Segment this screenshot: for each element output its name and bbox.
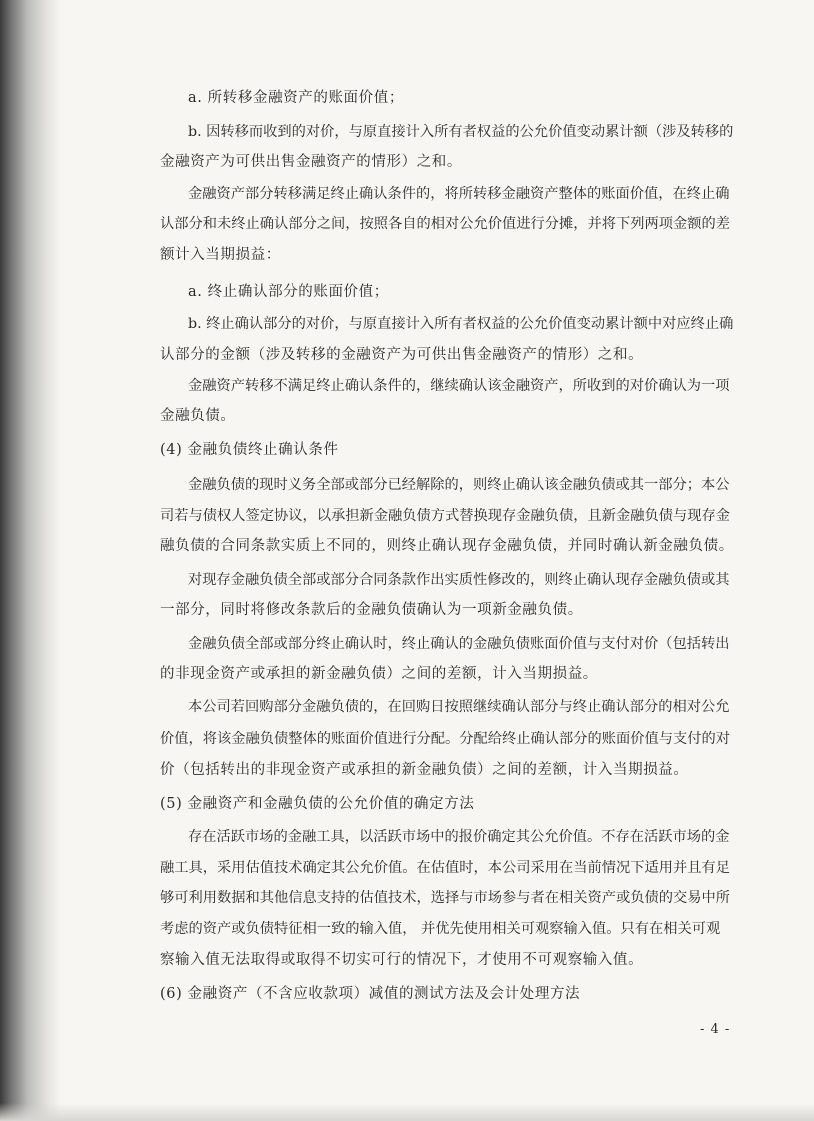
text-line: 金融资产部分转移满足终止确认条件的，将所转移金融资产整体的账面价值，在终止确 [188,186,730,202]
text-line: 够可利用数据和其他信息支持的估值技术，选择与市场参与者在相关资产或负债的交易中所 [160,890,731,906]
page-number: - 4 - [700,1022,731,1037]
text-line: 的非现金资产或承担的新金融负债）之间的差额，计入当期损益。 [160,666,598,682]
text-line: 额计入当期损益： [160,247,281,263]
text-line: 本公司若回购部分金融负债的，在回购日按照继续确认部分与终止确认部分的相对公允 [188,699,730,715]
text-line: 认部分的金额（涉及转移的金融资产为可供出售金融资产的情形）之和。 [160,347,644,363]
text-line: a. 所转移金融资产的账面价值； [188,90,404,106]
text-line: 金融负债的现时义务全部或部分已经解除的，则终止确认该金融负债或其一部分；本公 [188,477,730,493]
text-line: b. 因转移而收到的对价，与原直接计入所有者权益的公允价值变动累计额（涉及转移的 [188,124,734,140]
text-line: 融负债的合同条款实质上不同的，则终止确认现存金融负债，并同时确认新金融负债。 [160,538,734,554]
text-line: a. 终止确认部分的账面价值； [188,284,389,300]
text-line: 金融负债。 [160,408,236,424]
section-heading: (5) 金融资产和金融负债的公允价值的确定方法 [160,796,475,812]
text-line: 司若与债权人签定协议，以承担新金融负债方式替换现存金融负债，且新金融负债与现存金 [160,508,731,524]
text-line: 金融资产为可供出售金融资产的情形）之和。 [160,154,462,170]
text-line: 价（包括转出的非现金资产或承担的新金融负债）之间的差额，计入当期损益。 [160,762,689,778]
text-line: 认部分和未终止确认部分之间，按照各自的相对公允价值进行分摊，并将下列两项金额的差 [160,216,731,232]
text-line: 一部分，同时将修改条款后的金融负债确认为一项新金融负债。 [160,602,583,618]
text-line: 存在活跃市场的金融工具，以活跃市场中的报价确定其公允价值。不存在活跃市场的金 [188,829,730,845]
text-line: 金融负债全部或部分终止确认时，终止确认的金融负债账面价值与支付对价（包括转出 [188,636,730,652]
text-line: 融工具，采用估值技术确定其公允价值。在估值时，本公司采用在当前情况下适用并且有足 [160,860,731,876]
section-heading: (4) 金融负债终止确认条件 [160,442,339,458]
text-line: 金融资产转移不满足终止确认条件的，继续确认该金融资产，所收到的对价确认为一项 [188,378,730,394]
section-heading: (6) 金融资产（不含应收款项）减值的测试方法及会计处理方法 [160,986,581,1002]
text-line: 考虑的资产或负债特征相一致的输入值， 并优先使用相关可观察输入值。只有在相关可观 [160,921,721,937]
text-line: 察输入值无法取得或取得不切实可行的情况下，才使用不可观察输入值。 [160,952,644,968]
text-line: b. 终止确认部分的对价，与原直接计入所有者权益的公允价值变动累计额中对应终止确 [188,316,734,332]
text-line: 对现存金融负债全部或部分合同条款作出实质性修改的，则终止确认现存金融负债或其 [188,572,730,588]
text-line: 价值，将该金融负债整体的账面价值进行分配。分配给终止确认部分的账面价值与支付的对 [160,731,731,747]
